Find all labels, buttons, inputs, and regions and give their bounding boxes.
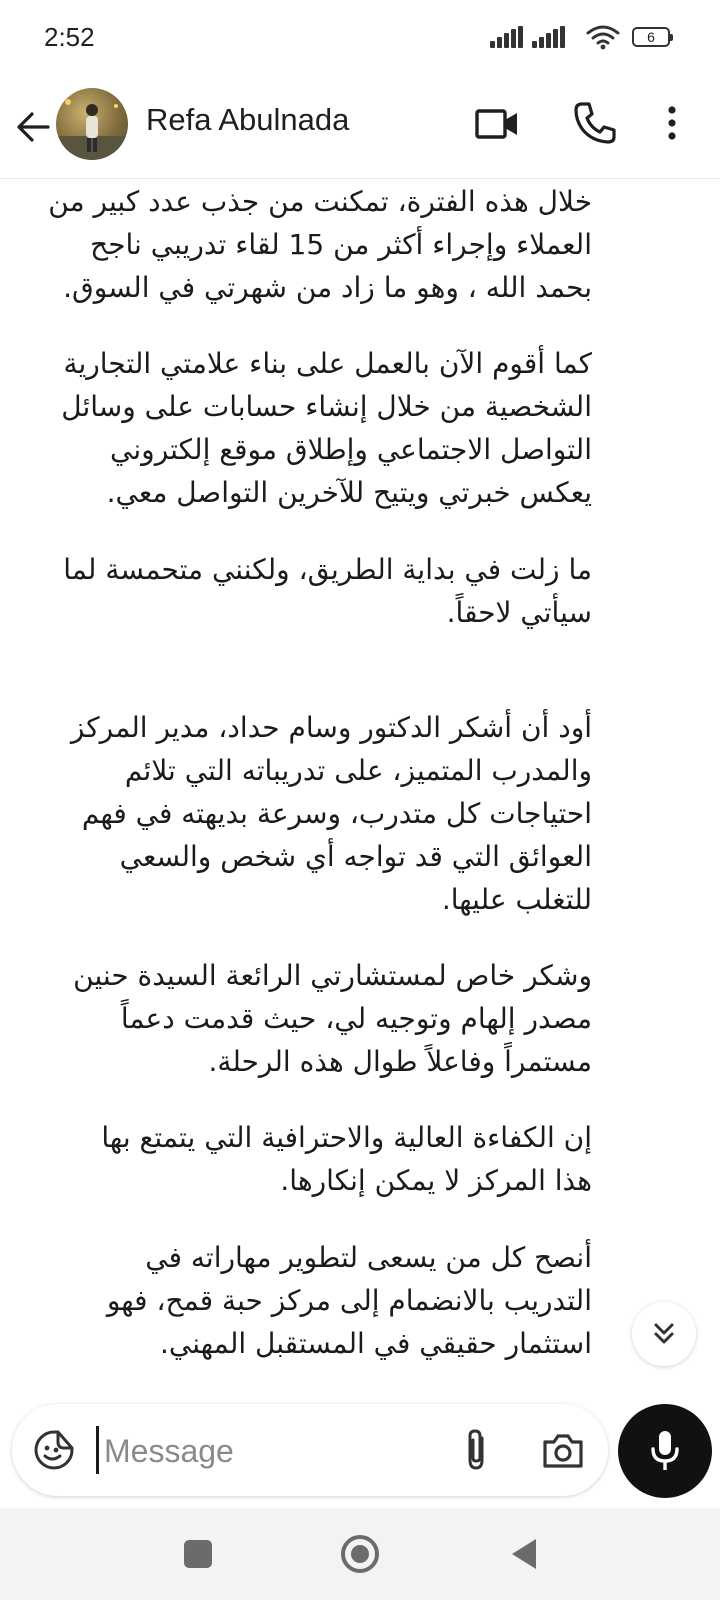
status-bar: [0, 0, 720, 78]
message-line: كما أقوم الآن بالعمل على بناء علامتي التجارية: [63, 347, 592, 380]
signal-icon: [490, 26, 524, 48]
battery-icon: [632, 27, 670, 47]
contact-name[interactable]: Refa Abulnada: [146, 102, 350, 137]
message-line: إن الكفاءة العالية والاحترافية التي يتمتع بها: [101, 1121, 592, 1154]
message-line: للتغلب عليها.: [441, 883, 592, 916]
message-thread[interactable]: [0, 178, 720, 1392]
system-nav-bar: [0, 1508, 720, 1600]
recents-icon[interactable]: [184, 1540, 212, 1568]
back-icon[interactable]: [508, 1536, 540, 1572]
back-arrow-icon[interactable]: [14, 104, 54, 150]
message-line: بحمد الله ، وهو ما زاد من شهرتي في السوق.: [63, 271, 592, 304]
avatar[interactable]: [56, 88, 128, 160]
message-line: احتياجات كل متدرب، وسرعة بديهته في فهم: [81, 797, 592, 830]
message-line: والمدرب المتميز، على تدريباته التي تلائم: [124, 754, 592, 787]
wifi-icon: [586, 24, 620, 50]
message-line: أود أن أشكر الدكتور وسام حداد، مدير المركز: [70, 711, 592, 744]
battery-level: 6: [647, 29, 655, 45]
message-line: مصدر إلهام وتوجيه لي، حيث قدمت دعماً: [120, 1002, 592, 1035]
message-line: استثمار حقيقي في المستقبل المهني.: [160, 1327, 592, 1360]
attach-icon[interactable]: [458, 1426, 494, 1474]
mic-button[interactable]: [618, 1404, 712, 1498]
message-line: العوائق التي قد تواجه أي شخص والسعي: [119, 840, 592, 873]
mic-icon: [648, 1429, 682, 1473]
home-icon[interactable]: [340, 1534, 380, 1574]
camera-icon[interactable]: [540, 1428, 586, 1472]
message-composer: [12, 1404, 608, 1496]
video-call-icon[interactable]: [474, 102, 520, 146]
message-line: الشخصية من خلال إنشاء حسابات على وسائل: [61, 390, 592, 423]
message-line: هذا المركز لا يمكن إنكارها.: [280, 1164, 592, 1197]
phone-icon[interactable]: [572, 100, 616, 146]
message-line: سيأتي لاحقاً.: [446, 596, 592, 629]
message-line: ما زلت في بداية الطريق، ولكنني متحمسة لما: [63, 553, 592, 586]
more-vert-icon[interactable]: [660, 100, 684, 146]
message-input[interactable]: [102, 1422, 346, 1480]
signal-icon: [532, 26, 566, 48]
chat-header: [0, 78, 720, 179]
double-chevron-down-icon: [649, 1319, 679, 1349]
message-line: يعكس خبرتي ويتيح للآخرين التواصل معي.: [106, 476, 592, 509]
message-line: وشكر خاص لمستشارتي الرائعة السيدة حنين: [73, 959, 592, 992]
sticker-icon[interactable]: [32, 1428, 76, 1472]
message-line: التواصل الاجتماعي وإطلاق موقع إلكتروني: [110, 433, 592, 466]
message-line: العملاء وإجراء أكثر من 15 لقاء تدريبي ناجح: [90, 228, 592, 261]
message-line: أنصح كل من يسعى لتطوير مهاراته في: [145, 1241, 592, 1274]
message-line: مستمراً وفاعلاً طوال هذه الرحلة.: [208, 1045, 592, 1078]
status-time: 2:52: [44, 22, 95, 52]
message-line: التدريب بالانضمام إلى مركز حبة قمح، فهو: [106, 1284, 592, 1317]
message-line: خلال هذه الفترة، تمكنت من جذب عدد كبير من: [48, 185, 592, 218]
text-cursor: [96, 1426, 99, 1474]
scroll-to-bottom-button[interactable]: [632, 1302, 696, 1366]
